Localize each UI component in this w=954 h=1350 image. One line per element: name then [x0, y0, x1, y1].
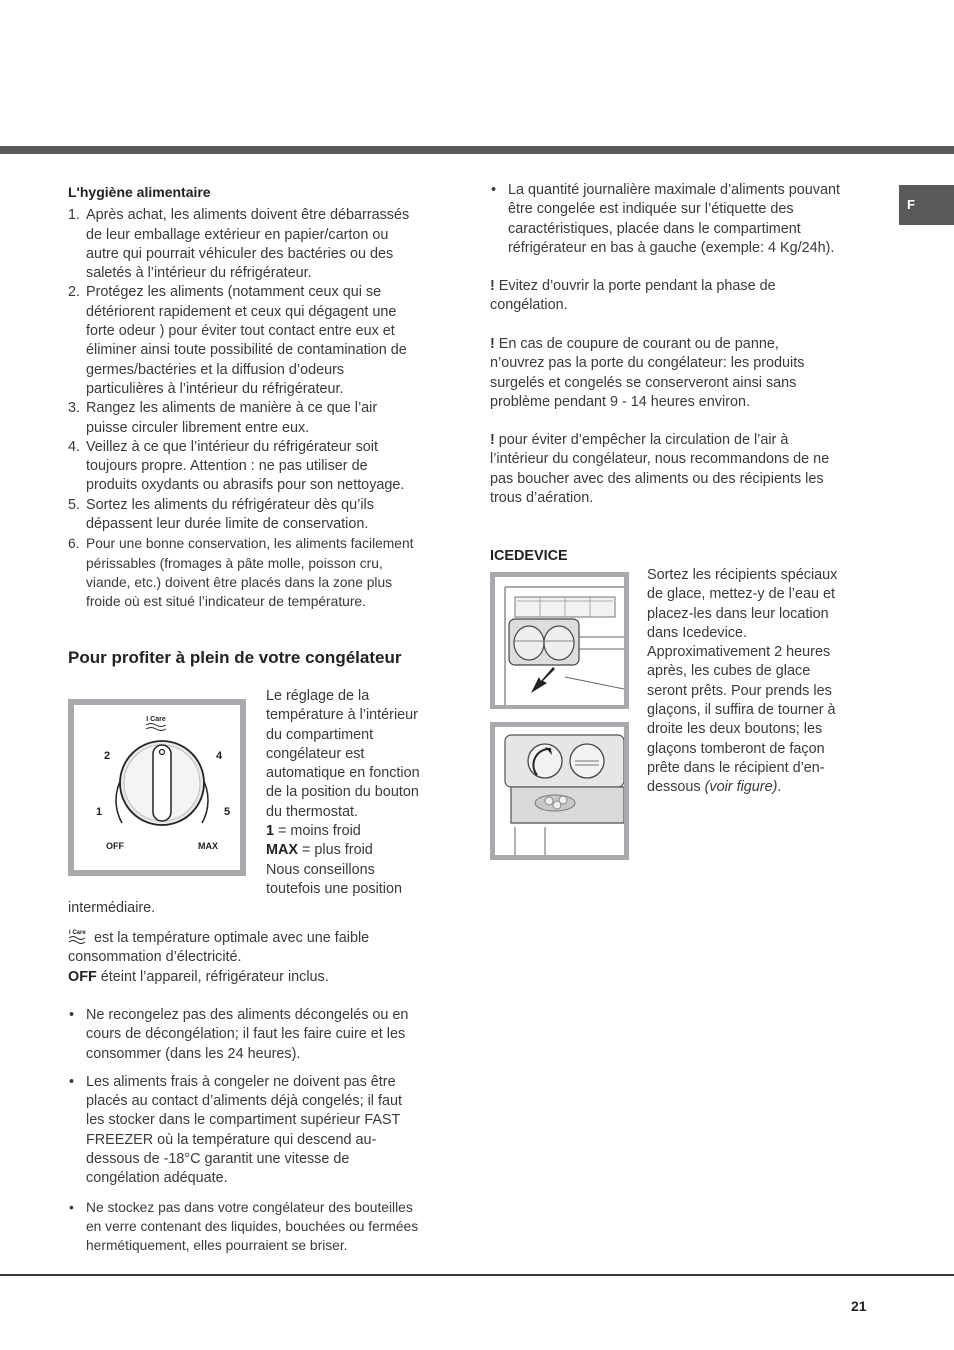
capacity-line: être congelée est indiquée sur l’étiquette des [508, 201, 794, 218]
advice-line: Nous conseillons [266, 861, 375, 878]
hygiene-item [68, 534, 448, 611]
advice-line: toutefois une position [266, 880, 403, 897]
hygiene-item-line: dépassent leur durée limite de conservation. [86, 516, 369, 533]
warning-text: problème pendant 9 - 14 heures environ. [490, 393, 751, 410]
page-number: 21 [851, 1298, 867, 1314]
capacity-line: La quantité journalière maximale d’aliments pouvant [508, 182, 840, 198]
hygiene-item-line: Après achat, les aliments doivent être débarrassés [86, 207, 410, 224]
hygiene-item [68, 399, 448, 438]
warning-door [490, 277, 880, 316]
hygiene-item-number: 3. [68, 400, 81, 417]
bullet-mark: • [69, 1073, 75, 1090]
freezer-bullet-line: Les aliments frais à congeler ne doivent pas être [86, 1073, 396, 1090]
warning-line [490, 335, 880, 354]
hygiene-item [68, 206, 448, 283]
hygiene-item-line: détériorent rapidement et ceux qui dégagent une [86, 303, 397, 320]
warning-text: l’intérieur du congélateur, nous recommandons de ne [490, 451, 830, 468]
freezer-bullet-line: Ne recongelez pas des aliments décongelés ou en [86, 1007, 409, 1023]
icare-text-2: consommation d’électricité. [68, 949, 242, 966]
hygiene-section [68, 183, 448, 612]
hygiene-heading: L'hygiène alimentaire [68, 184, 211, 200]
header-bar [0, 146, 954, 154]
warning-line [490, 393, 880, 412]
freezer-bullet-line: Ne stockez pas dans votre congélateur des bouteilles [86, 1199, 413, 1215]
freezer-bullet [68, 1198, 448, 1256]
hygiene-item-line: périssables (fromages à pâte molle, poisson cru, [86, 555, 383, 571]
warning-line [490, 489, 880, 508]
hygiene-item-number: 5. [68, 496, 81, 513]
footer-line [0, 1274, 954, 1276]
label-max: MAX [266, 842, 298, 859]
freezer-bullets [68, 1006, 448, 1265]
freezer-bullet-line: congélation adéquate. [86, 1170, 228, 1187]
warning-line [490, 296, 880, 315]
freezer-bullet-line: cours de décongélation; il faut les faire cuire et les [86, 1026, 406, 1043]
icedevice-heading: ICEDEVICE [490, 548, 568, 564]
hygiene-item-line: Pour une bonne conservation, les aliments facilement [86, 536, 414, 552]
icare-paragraph [68, 928, 448, 987]
ice-tray-icon [495, 577, 624, 705]
freezer-bullet-line: en verre contenant des liquides, bouchées ou fermées [86, 1218, 419, 1234]
label-max-text: = plus froid [297, 842, 373, 859]
dial-label-5: 5 [224, 806, 231, 818]
icedevice-line: droite les deux boutons; les [647, 721, 823, 738]
hygiene-item [68, 438, 448, 496]
hygiene-item-line: autre qui pourrait véhiculer des bactéries ou des [86, 245, 394, 262]
dial-label-4: 4 [216, 750, 223, 762]
hygiene-item-number: 1. [68, 207, 81, 224]
bullet-mark: • [69, 1007, 75, 1023]
thermostat-line: congélateur est [266, 745, 365, 762]
warning-text: trous d’aération. [490, 489, 594, 506]
warning-line [490, 277, 880, 296]
warning-line [490, 450, 880, 469]
freezer-bullet-line: les stocker dans le compartiment supérieur FAST [86, 1112, 401, 1129]
hygiene-list [68, 206, 448, 611]
icedevice-line: Sortez les récipients spéciaux [647, 567, 838, 583]
bullet-mark: • [69, 1199, 74, 1215]
warning-line [490, 374, 880, 393]
hygiene-item [68, 496, 448, 535]
off-text: éteint l’appareil, réfrigérateur inclus. [96, 968, 329, 985]
hygiene-item-line: germes/bactéries et la diffusion d’odeurs [86, 361, 345, 378]
warning-line [490, 470, 880, 489]
advice-end: intermédiaire. [68, 900, 156, 916]
off-label: OFF [68, 968, 97, 985]
capacity-line: caractéristiques, placée dans le compartiment [508, 220, 801, 237]
icedevice-line: seront prêts. Pour prends les [647, 682, 832, 699]
label-one-text: = moins froid [274, 823, 361, 840]
freezer-bullet-line: placés au contact d’aliments déjà congelés; il faut [86, 1093, 402, 1110]
freezer-bullet-line: dessous de -18°C garantit une vitesse de [86, 1151, 350, 1168]
ice-knobs-icon [495, 727, 624, 855]
hygiene-item-line: particulières à l’intérieur du réfrigérateur. [86, 380, 344, 397]
warning-power [490, 335, 880, 412]
freezer-bullet [68, 1006, 448, 1064]
thermostat-line: automatique en fonction [266, 765, 420, 782]
dial-label-2: 2 [104, 750, 111, 762]
hygiene-item-number: 6. [68, 536, 80, 552]
thermostat-dial-icon [74, 705, 240, 870]
thermostat-line: du compartiment [266, 726, 374, 743]
warning-air [490, 431, 880, 508]
freezer-bullet [68, 1073, 448, 1189]
icedevice-line: Approximativement 2 heures [647, 644, 831, 661]
hygiene-item-line: Veillez à ce que l’intérieur du réfrigérateur soit [86, 438, 378, 455]
hygiene-item-line: Protégez les aliments (notamment ceux qui se [86, 284, 382, 301]
icedevice-line: glaçons tomberont de façon [647, 740, 825, 757]
hygiene-item-line: de leur emballage extérieur en papier/carton ou [86, 226, 389, 243]
icedevice-text [647, 566, 867, 798]
icedevice-figure-2 [490, 722, 629, 860]
warning-text: Evitez d’ouvrir la porte pendant la phase de [498, 278, 776, 294]
warning-mark: ! [490, 432, 495, 448]
icedevice-line: prête dans le récipient d’en- [647, 759, 825, 776]
icedevice-line: de glace, mettez-y de l’eau et [647, 586, 835, 603]
warning-line [490, 354, 880, 373]
ice-see-figure: (voir figure) [704, 779, 778, 796]
hygiene-item-line: Sortez les aliments du réfrigérateur dès qu’ils [86, 496, 374, 513]
hygiene-item-line: produits oxydants ou abrasifs pour son nettoyage. [86, 477, 405, 494]
hygiene-item-line: forte odeur ) pour éviter tout contact entre eux et [86, 323, 395, 340]
warning-text: congélation. [490, 297, 568, 314]
hygiene-item-number: 4. [68, 438, 81, 455]
icedevice-line: dans Icedevice. [647, 624, 747, 641]
hygiene-item-line: viande, etc.) doivent être placés dans la zone plus [86, 574, 393, 590]
freezer-bullet-line: hermétiquement, elles pourraient se briser. [86, 1238, 348, 1254]
dial-icare-label: I Care [146, 716, 166, 723]
dial-label-max: MAX [198, 841, 218, 851]
dial-label-1: 1 [96, 806, 103, 818]
icedevice-figure-1 [490, 572, 629, 709]
warning-text: pas boucher avec des aliments ou des récipients les [490, 470, 824, 487]
warning-text: pour éviter d’empêcher la circulation de l’air à [498, 432, 789, 448]
hygiene-item-line: saletés à l’intérieur du réfrigérateur. [86, 265, 312, 282]
freezer-heading: Pour profiter à plein de votre congélateur [68, 648, 402, 667]
label-one: 1 [266, 823, 275, 840]
warning-text: En cas de coupure de courant ou de panne, [498, 336, 779, 352]
warning-mark: ! [490, 336, 495, 352]
thermostat-text [266, 687, 446, 899]
hygiene-item-line: Rangez les aliments de manière à ce que l’air [86, 400, 378, 417]
capacity-line: réfrigérateur en bas à gauche (exemple: 4 Kg/24h). [508, 239, 835, 256]
warning-mark: ! [490, 278, 495, 294]
language-tab: F [899, 185, 954, 225]
right-column [490, 181, 880, 267]
icedevice-line: après, les cubes de glace [647, 663, 811, 680]
hygiene-item-line: puisse circuler librement entre eux. [86, 419, 310, 436]
hygiene-item-number: 2. [68, 284, 81, 301]
hygiene-item-line: éliminer ainsi toute possibilité de contamination de [86, 342, 407, 359]
thermostat-line: de la position du bouton [266, 784, 419, 801]
dial-label-off: OFF [106, 841, 124, 851]
thermostat-line: Le réglage de la [266, 688, 370, 704]
hygiene-item-line: toujours propre. Attention : ne pas utiliser de [86, 458, 368, 475]
capacity-bullet: • La quantité journalière maximale d’aliments pouvant être congelée est indiquée sur l’étiquette des caractéristiques, placée dans le compartiment réfrigérateur en bas à gauche (exemple: 4 Kg/24h). [490, 181, 880, 258]
thermostat-line: du thermostat. [266, 803, 358, 820]
hygiene-item-line: froide où est situé l’indicateur de température. [86, 594, 366, 610]
icare-text-1: est la température optimale avec une faible [90, 930, 370, 946]
warning-line [490, 431, 880, 450]
hygiene-item [68, 283, 448, 399]
icedevice-line: glaçons, il suffira de tourner à [647, 702, 836, 719]
freezer-bullet-line: FREEZER où la température qui descend au- [86, 1131, 377, 1148]
icare-icon-label: I Care [69, 930, 86, 936]
warning-text: surgelés et congelés se conserveront ainsi sans [490, 374, 797, 391]
icare-icon [68, 928, 90, 942]
ice-last-plain: dessous [647, 779, 705, 796]
icedevice-line: placez-les dans leur location [647, 605, 829, 622]
freezer-bullet-line: consommer (dans les 24 heures). [86, 1045, 301, 1062]
warning-text: n’ouvrez pas la porte du congélateur: les produits [490, 355, 805, 372]
thermostat-line: température à l’intérieur [266, 707, 418, 724]
thermostat-figure [68, 699, 246, 876]
ice-last-end: . [777, 779, 782, 796]
